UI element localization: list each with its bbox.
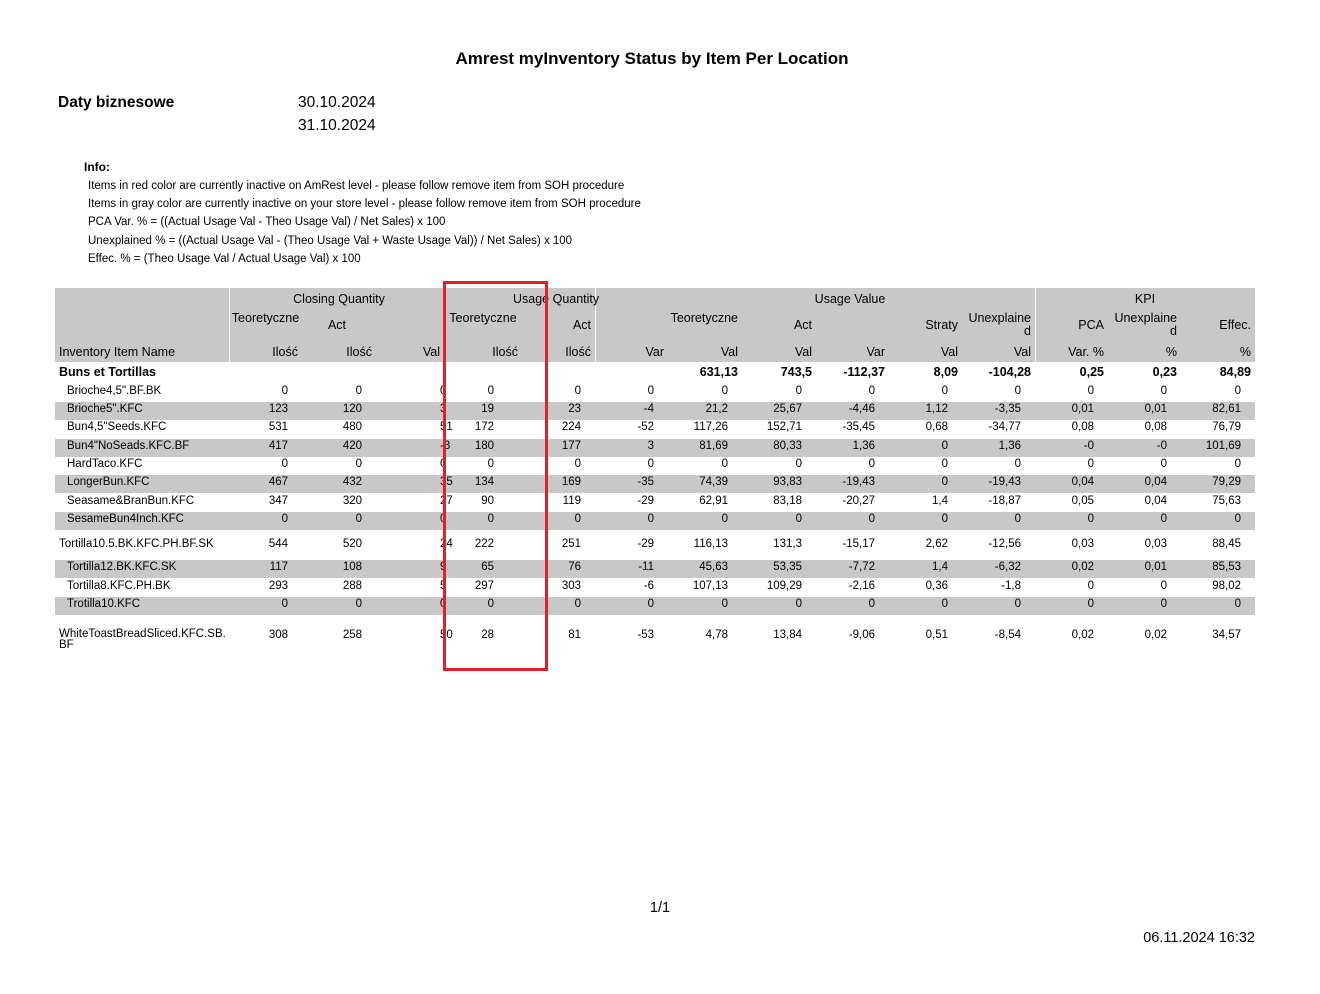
table-cell: 117,26 — [693, 421, 728, 433]
table-cell: 308 — [268, 629, 288, 641]
table-cell: 0,05 — [1071, 495, 1094, 507]
column-header: % — [1239, 345, 1251, 359]
table-cell: 0 — [795, 458, 802, 470]
report-title: Amrest myInventory Status by Item Per Location — [455, 49, 849, 68]
table-cell: -52 — [637, 421, 654, 433]
table-cell: 50 — [440, 629, 453, 641]
table-cell: -8,54 — [994, 629, 1021, 641]
table-cell: 76,79 — [1212, 421, 1241, 433]
table-cell: 0 — [1087, 513, 1094, 525]
table-cell: 0 — [721, 598, 728, 610]
table-cell: 222 — [474, 538, 494, 550]
table-cell: 0 — [487, 458, 494, 470]
table-cell: 116,13 — [693, 538, 728, 550]
table-cell: 1,4 — [932, 495, 948, 507]
table-cell: 544 — [268, 538, 288, 550]
table-cell: 0 — [440, 598, 447, 610]
table-cell: 88,45 — [1212, 538, 1241, 550]
print-timestamp: 06.11.2024 16:32 — [1143, 930, 1255, 946]
item-name: Trotilla10.KFC — [67, 598, 141, 610]
table-cell: 0,02 — [1144, 629, 1167, 641]
table-cell: -20,27 — [842, 495, 875, 507]
table-cell: 0 — [795, 513, 802, 525]
column-header: Ilość — [565, 345, 591, 359]
table-cell: 0 — [574, 385, 581, 397]
group-total-cell: 0,25 — [1079, 365, 1104, 379]
table-cell: 0 — [721, 458, 728, 470]
table-cell: 0,04 — [1071, 476, 1094, 488]
table-cell: 0 — [440, 513, 447, 525]
table-cell: 0 — [1014, 385, 1021, 397]
table-cell: 0 — [355, 598, 362, 610]
table-cell: -4,46 — [848, 403, 875, 415]
table-cell: 0 — [355, 458, 362, 470]
date-to: 31.10.2024 — [298, 117, 376, 134]
table-cell: 0 — [941, 458, 948, 470]
table-cell: 34,57 — [1212, 629, 1241, 641]
table-cell: 0 — [574, 513, 581, 525]
table-cell: 51 — [440, 421, 453, 433]
group-header-kpi: KPI — [1134, 292, 1156, 306]
table-cell: 117 — [269, 561, 288, 573]
table-cell: 19 — [481, 403, 494, 415]
info-line: Effec. % = (Theo Usage Val / Actual Usage Val) x 100 — [88, 253, 361, 265]
table-cell: 152,71 — [766, 421, 802, 433]
table-cell: 293 — [268, 580, 288, 592]
column-header-name: Inventory Item Name — [59, 345, 176, 359]
table-cell: 0 — [1160, 598, 1167, 610]
table-cell: 23 — [568, 403, 581, 415]
table-cell: 53,35 — [773, 561, 802, 573]
table-cell: 0 — [647, 598, 654, 610]
table-cell: 0 — [647, 513, 654, 525]
group-total-cell: -104,28 — [988, 365, 1031, 379]
table-cell: 0,04 — [1144, 476, 1167, 488]
table-cell: 0 — [721, 513, 728, 525]
table-cell: -4 — [643, 403, 654, 415]
table-cell: 0 — [868, 598, 875, 610]
table-cell: 0 — [1160, 513, 1167, 525]
group-total-cell: 631,13 — [699, 365, 738, 379]
item-name: Seasame&BranBun.KFC — [67, 495, 195, 507]
table-cell: 0 — [1160, 385, 1167, 397]
table-cell: -11 — [638, 561, 654, 573]
highlight-box — [443, 281, 548, 671]
item-name: SesameBun4Inch.KFC — [67, 513, 184, 525]
table-cell: 83,18 — [773, 495, 802, 507]
table-cell: 520 — [342, 538, 362, 550]
column-header: Val — [720, 345, 738, 359]
table-cell: 1,36 — [852, 440, 875, 452]
table-cell: 0 — [941, 513, 948, 525]
group-name: Buns et Tortillas — [59, 365, 157, 379]
table-cell: 82,61 — [1212, 403, 1241, 415]
table-cell: 0 — [1160, 458, 1167, 470]
table-cell: -3 — [440, 440, 451, 452]
table-cell: 0 — [574, 458, 581, 470]
table-cell: -3,35 — [994, 403, 1021, 415]
table-cell: -35 — [637, 476, 654, 488]
table-cell: 35 — [440, 476, 453, 488]
column-header: Val — [422, 345, 440, 359]
table-cell: 134 — [474, 476, 494, 488]
table-cell: 28 — [481, 629, 494, 641]
column-header: Val — [794, 345, 812, 359]
header-sub-label: Straty — [925, 318, 958, 332]
table-cell: -6 — [643, 580, 654, 592]
table-cell: 531 — [268, 421, 288, 433]
table-cell: 0,03 — [1071, 538, 1094, 550]
table-cell: 101,69 — [1205, 440, 1241, 452]
table-cell: 420 — [342, 440, 362, 452]
table-cell: 1,4 — [932, 561, 948, 573]
table-cell: 0 — [1014, 458, 1021, 470]
column-header: Val — [940, 345, 958, 359]
table-cell: 0 — [1234, 598, 1241, 610]
info-line: Items in gray color are currently inactive on your store level - please follow remove item from SOH procedure — [88, 198, 641, 210]
table-cell: 0 — [355, 385, 362, 397]
item-name: Tortilla10.5.BK.KFC.PH.BF.SK — [59, 538, 214, 550]
table-cell: 5 — [440, 580, 447, 592]
table-cell: 0 — [1087, 385, 1094, 397]
item-name: Brioche5".KFC — [67, 403, 143, 415]
table-cell: 65 — [481, 561, 494, 573]
info-line: Items in red color are currently inactive on AmRest level - please follow remove item from SOH procedure — [88, 180, 625, 192]
column-header: % — [1165, 345, 1177, 359]
item-name: HardTaco.KFC — [67, 458, 143, 470]
item-name: WhiteToastBreadSliced.KFC.SB.BF — [59, 628, 226, 651]
table-cell: -12,56 — [988, 538, 1021, 550]
table-cell: 303 — [561, 580, 581, 592]
header-sub-label: Effec. — [1219, 318, 1251, 332]
table-cell: 0 — [440, 385, 447, 397]
table-cell: 0,02 — [1071, 629, 1094, 641]
table-cell: 347 — [268, 495, 288, 507]
table-cell: 0 — [941, 385, 948, 397]
table-cell: 180 — [474, 440, 494, 452]
table-cell: 0 — [868, 385, 875, 397]
table-cell: 0,68 — [925, 421, 948, 433]
table-cell: -1,8 — [1001, 580, 1021, 592]
table-cell: 80,33 — [773, 440, 802, 452]
group-header-usage-qty: Usage Quantity — [513, 292, 600, 306]
table-cell: 2,62 — [925, 538, 948, 550]
table-cell: 0,01 — [1144, 561, 1167, 573]
table-cell: 0 — [1014, 513, 1021, 525]
table-cell: 0 — [795, 598, 802, 610]
header-sub-label: Act — [327, 318, 347, 332]
table-cell: 0 — [1234, 513, 1241, 525]
table-cell: 0 — [574, 598, 581, 610]
item-name: Tortilla8.KFC.PH.BK — [67, 580, 171, 592]
column-header: Var — [866, 345, 885, 359]
table-cell: -34,77 — [988, 421, 1021, 433]
table-cell: -9,06 — [848, 629, 875, 641]
table-cell: 0 — [941, 476, 948, 488]
table-cell: 251 — [561, 538, 581, 550]
header-sub-label: Unexplained — [968, 311, 1031, 338]
table-cell: 0 — [355, 513, 362, 525]
table-cell: 3 — [647, 440, 654, 452]
group-total-cell: 84,89 — [1219, 365, 1251, 379]
info-line: Unexplained % = ((Actual Usage Val - (Theo Usage Val + Waste Usage Val)) / Net Sales) x 100 — [88, 235, 573, 247]
table-cell: 81,69 — [699, 440, 728, 452]
table-cell: 123 — [268, 403, 288, 415]
table-cell: -15,17 — [842, 538, 875, 550]
table-cell: 288 — [342, 580, 362, 592]
header-sub-label: Act — [793, 318, 812, 332]
table-cell: 0 — [1087, 580, 1094, 592]
table-cell: 109,29 — [766, 580, 802, 592]
table-cell: 0 — [721, 385, 728, 397]
table-cell: 0,03 — [1144, 538, 1167, 550]
item-name: Brioche4,5".BF.BK — [67, 385, 162, 397]
table-cell: 0,04 — [1144, 495, 1167, 507]
table-cell: 0 — [941, 440, 948, 452]
table-cell: 90 — [481, 495, 494, 507]
table-cell: 0 — [868, 513, 875, 525]
group-total-cell: 8,09 — [933, 365, 958, 379]
item-name: LongerBun.KFC — [67, 476, 150, 488]
table-cell: 297 — [474, 580, 494, 592]
header-sub-label: PCA — [1078, 318, 1104, 332]
table-cell: 0 — [1234, 458, 1241, 470]
table-cell: 107,13 — [692, 580, 728, 592]
table-cell: -29 — [637, 495, 654, 507]
table-cell: 24 — [440, 538, 453, 550]
table-cell: 0 — [281, 385, 288, 397]
table-cell: 0,02 — [1071, 561, 1094, 573]
header-sub-label: Act — [572, 318, 591, 332]
table-cell: 45,63 — [699, 561, 728, 573]
page-number: 1/1 — [649, 900, 671, 916]
header-sub-label: Unexplained — [1114, 311, 1177, 338]
table-cell: -19,43 — [842, 476, 875, 488]
table-cell: 0,08 — [1071, 421, 1094, 433]
column-header: Ilość — [272, 345, 298, 359]
table-cell: -0 — [1083, 440, 1094, 452]
table-cell: 76 — [568, 561, 581, 573]
date-from: 30.10.2024 — [298, 94, 376, 111]
table-cell: 120 — [342, 403, 362, 415]
table-cell: 0,08 — [1144, 421, 1167, 433]
header-sub-label: Teoretyczne — [670, 311, 738, 325]
column-header: Ilość — [346, 345, 372, 359]
table-cell: 0,51 — [925, 629, 948, 641]
table-cell: -53 — [637, 629, 654, 641]
table-cell: 81 — [568, 629, 581, 641]
table-cell: 3 — [440, 403, 447, 415]
group-total-cell: 743,5 — [780, 365, 812, 379]
table-cell: 0 — [440, 458, 447, 470]
column-header: Var. % — [1068, 345, 1104, 359]
table-cell: 74,39 — [699, 476, 728, 488]
table-cell: 0 — [281, 598, 288, 610]
table-cell: 13,84 — [773, 629, 802, 641]
table-cell: 0 — [941, 598, 948, 610]
table-cell: -6,32 — [994, 561, 1021, 573]
table-cell: -19,43 — [988, 476, 1021, 488]
table-cell: 62,91 — [699, 495, 728, 507]
table-cell: 417 — [268, 440, 288, 452]
table-cell: -2,16 — [848, 580, 875, 592]
table-cell: 0 — [1087, 598, 1094, 610]
table-cell: -0 — [1156, 440, 1167, 452]
table-cell: 0 — [1234, 385, 1241, 397]
table-cell: 108 — [342, 561, 362, 573]
table-cell: 4,78 — [705, 629, 728, 641]
table-cell: 320 — [342, 495, 362, 507]
table-cell: 258 — [342, 629, 362, 641]
table-cell: 224 — [561, 421, 581, 433]
info-line: PCA Var. % = ((Actual Usage Val - Theo Usage Val) / Net Sales) x 100 — [88, 216, 446, 228]
table-cell: 467 — [268, 476, 288, 488]
group-total-cell: 0,23 — [1152, 365, 1177, 379]
table-cell: 172 — [474, 421, 494, 433]
dates-label: Daty biznesowe — [58, 94, 175, 111]
table-cell: 0 — [647, 458, 654, 470]
header-sub-label: Teoretyczne — [449, 311, 517, 325]
table-cell: 0 — [1087, 458, 1094, 470]
group-header-closing: Closing Quantity — [293, 292, 385, 306]
table-cell: 0,01 — [1071, 403, 1094, 415]
group-total-cell: -112,37 — [843, 365, 885, 379]
table-cell: 169 — [561, 476, 581, 488]
table-cell: 27 — [440, 495, 453, 507]
item-name: Tortilla12.BK.KFC.SK — [67, 561, 177, 573]
table-cell: -35,45 — [842, 421, 875, 433]
group-header-usage-val: Usage Value — [814, 292, 886, 306]
table-cell: -29 — [637, 538, 654, 550]
info-heading: Info: — [84, 160, 110, 174]
table-cell: 1,12 — [925, 403, 948, 415]
table-cell: 480 — [342, 421, 362, 433]
table-cell: 0 — [487, 385, 494, 397]
table-cell: 0 — [281, 513, 288, 525]
table-cell: 1,36 — [998, 440, 1021, 452]
table-cell: 98,02 — [1212, 580, 1241, 592]
table-cell: 75,63 — [1212, 495, 1241, 507]
table-cell: 21,2 — [705, 403, 728, 415]
column-header: Ilość — [492, 345, 518, 359]
table-cell: 0 — [1160, 580, 1167, 592]
table-cell: 432 — [342, 476, 362, 488]
table-cell: -18,87 — [988, 495, 1021, 507]
table-cell: 119 — [562, 495, 581, 507]
table-cell: 0 — [795, 385, 802, 397]
table-cell: 0 — [487, 513, 494, 525]
column-header: Val — [1013, 345, 1031, 359]
table-cell: 0 — [281, 458, 288, 470]
table-cell: 85,53 — [1212, 561, 1241, 573]
table-cell: 0 — [868, 458, 875, 470]
table-cell: 93,83 — [773, 476, 802, 488]
table-cell: 0,01 — [1144, 403, 1167, 415]
table-cell: 0 — [487, 598, 494, 610]
table-cell: 25,67 — [773, 403, 802, 415]
table-cell: 131,3 — [773, 538, 802, 550]
table-cell: 0 — [647, 385, 654, 397]
header-sub-label: Teoretyczne — [231, 311, 300, 325]
item-name: Bun4"NoSeads.KFC.BF — [67, 440, 190, 452]
table-cell: 0 — [1014, 598, 1021, 610]
table-cell: 79,29 — [1212, 476, 1241, 488]
table-cell: 177 — [561, 440, 581, 452]
table-cell: 0,36 — [925, 580, 948, 592]
table-cell: -7,72 — [848, 561, 875, 573]
item-name: Bun4,5"Seeds.KFC — [67, 421, 167, 433]
column-header: Var — [645, 345, 664, 359]
table-cell: 9 — [440, 561, 447, 573]
